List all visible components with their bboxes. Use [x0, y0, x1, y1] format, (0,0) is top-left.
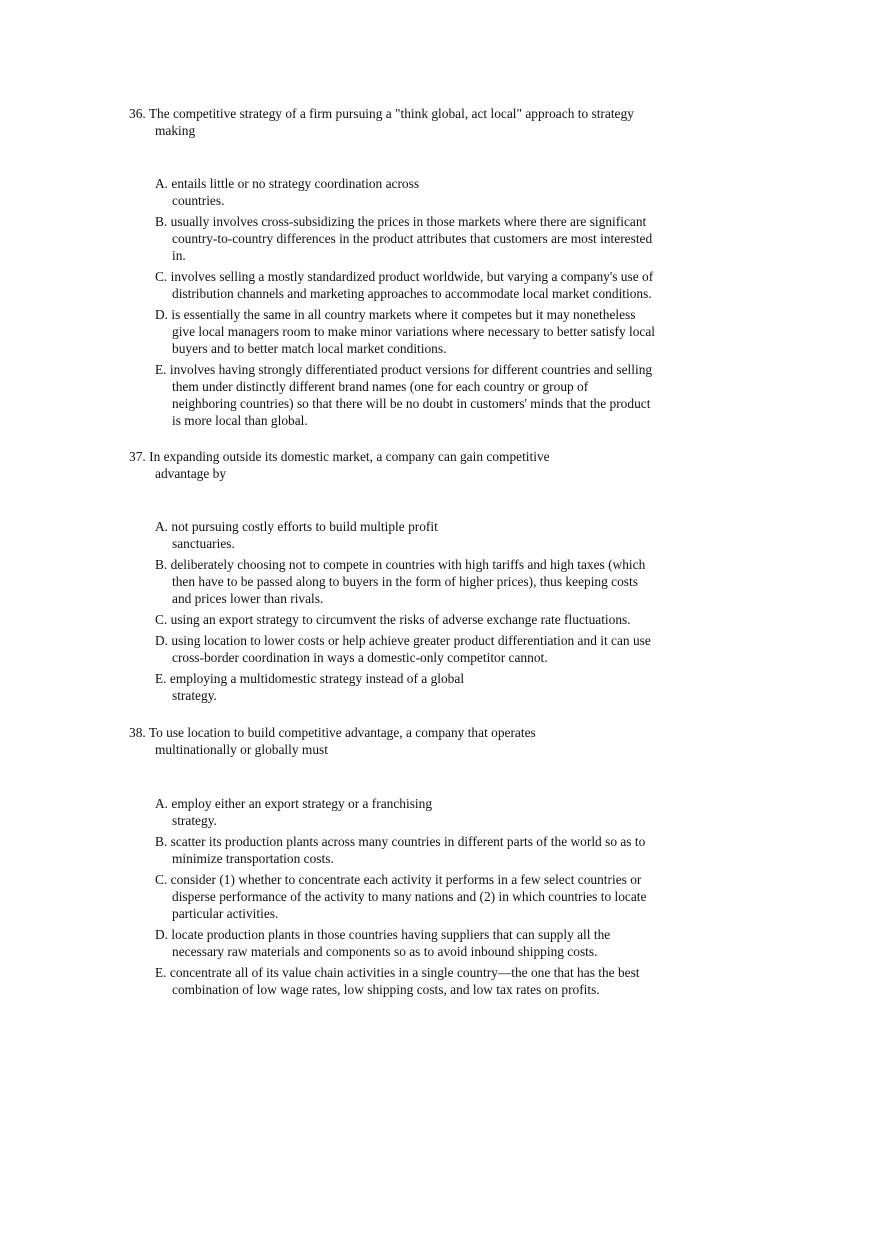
choice-d: D. using location to lower costs or help achieve greater product differentiation and it can use cross-border coordination in ways a domestic-only competitor cannot. — [155, 633, 651, 665]
question-text: To use location to build competitive advantage, a company that operates multinationally or globally must — [148, 725, 536, 757]
choice-c: C. using an export strategy to circumvent the risks of adverse exchange rate fluctuations. — [155, 612, 631, 627]
choice-a: A. not pursuing costly efforts to build multiple profit sanctuaries. — [155, 519, 438, 551]
choice-d: D. locate production plants in those countries having suppliers that can supply all the necessary raw materials and components so as to avoid inbound shipping costs. — [155, 927, 611, 959]
choice-list-38 — [155, 795, 655, 1002]
question-stem — [129, 448, 599, 482]
question-number: 38. — [129, 725, 146, 740]
choice-c: C. consider (1) whether to concentrate each activity it performs in a few select countries or disperse performance of the activity to many nations and (2) in which countries to locate particular activities. — [155, 872, 647, 921]
choice-e: E. concentrate all of its value chain activities in a single country—the one that has the best combination of low wage rates, low shipping costs, and low tax rates on profits. — [155, 965, 640, 997]
question-text: In expanding outside its domestic market, a company can gain competitive advantage by — [149, 449, 550, 481]
question-stem — [129, 724, 589, 758]
choice-e: E. employing a multidomestic strategy instead of a global strategy. — [155, 671, 465, 703]
choice-e: E. involves having strongly differentiated product versions for different countries and selling them under distinctly different brand names (one for each country or group of neighboring countries) so that there will be no doubt in customers' minds that the product is more local than global. — [155, 362, 653, 428]
question-38 — [129, 724, 589, 758]
choice-a: A. employ either an export strategy or a franchising strategy. — [155, 796, 433, 828]
question-37 — [129, 448, 599, 482]
choice-list-37 — [155, 518, 655, 708]
question-36 — [129, 105, 649, 139]
question-text: The competitive strategy of a firm pursuing a "think global, act local" approach to strategy making — [148, 106, 634, 138]
choice-b: B. deliberately choosing not to compete in countries with high tariffs and high taxes (which then have to be passed along to buyers in the form of higher prices), thus keeping costs and prices lower than rivals. — [155, 557, 646, 606]
question-stem — [129, 105, 649, 139]
choice-b: B. usually involves cross-subsidizing the prices in those markets where there are significant country-to-country differences in the product attributes that customers are most interested in. — [155, 214, 653, 263]
choice-c: C. involves selling a mostly standardized product worldwide, but varying a company's use of distribution channels and marketing approaches to accommodate local market conditions. — [155, 269, 654, 301]
question-number: 37. — [129, 449, 146, 464]
choice-b: B. scatter its production plants across many countries in different parts of the world so as to minimize transportation costs. — [155, 834, 646, 866]
choice-a: A. entails little or no strategy coordination across countries. — [155, 176, 420, 208]
question-number: 36. — [129, 106, 146, 121]
choice-list-36 — [155, 175, 655, 433]
choice-d: D. is essentially the same in all country markets where it competes but it may nonetheless give local managers room to make minor variations where necessary to better satisfy local buyers and to better match local market conditions. — [155, 307, 656, 356]
